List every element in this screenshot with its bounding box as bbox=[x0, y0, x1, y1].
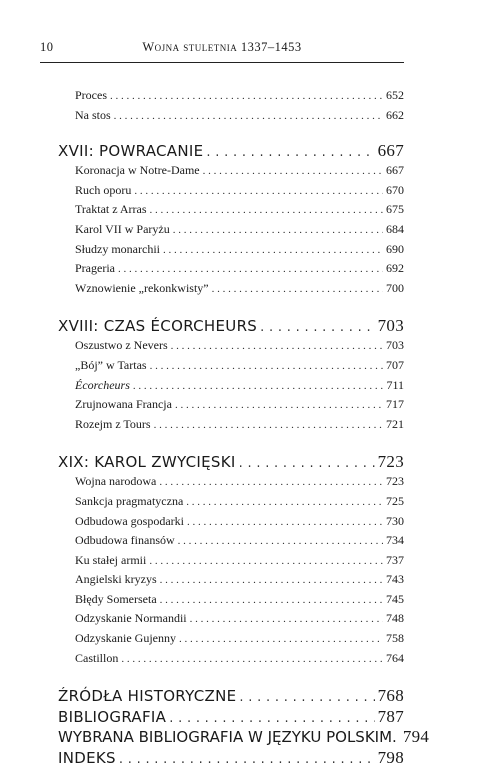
toc-chapter bbox=[58, 452, 404, 474]
toc-entry-page: 743 bbox=[386, 572, 404, 587]
table-of-contents bbox=[58, 88, 430, 768]
dot-leader bbox=[175, 399, 383, 411]
chapter-title: XIX: KAROL ZWYCIĘSKI bbox=[58, 453, 236, 472]
dot-leader bbox=[114, 110, 383, 122]
back-entry-page: 768 bbox=[377, 686, 404, 706]
toc-entry bbox=[58, 533, 404, 553]
toc-entry-label: Na stos bbox=[75, 107, 111, 122]
toc-entry-label: Odbudowa gospodarki bbox=[75, 513, 184, 528]
toc-entry-page: 758 bbox=[386, 631, 404, 646]
toc-entry-label: Angielski kryzys bbox=[75, 572, 157, 587]
toc-entry-page: 667 bbox=[386, 163, 404, 178]
dot-leader bbox=[179, 633, 383, 645]
dot-leader bbox=[118, 263, 383, 275]
dot-leader bbox=[119, 752, 375, 767]
dot-leader bbox=[239, 690, 374, 705]
dot-leader bbox=[163, 244, 383, 256]
toc-entry-page: 670 bbox=[386, 182, 404, 197]
toc-entry bbox=[58, 397, 404, 417]
toc-entry-label: Traktat z Arras bbox=[75, 202, 147, 217]
dot-leader bbox=[159, 476, 383, 488]
toc-entry-page: 764 bbox=[386, 650, 404, 665]
toc-entry-label: Koronacja w Notre-Dame bbox=[75, 163, 200, 178]
toc-chapter bbox=[58, 316, 404, 338]
dot-leader bbox=[203, 165, 383, 177]
back-entry-title: INDEKS bbox=[58, 748, 116, 767]
toc-entry-page: 675 bbox=[386, 202, 404, 217]
toc-entry-label: Rozejm z Tours bbox=[75, 416, 151, 431]
toc-entry-label: Odzyskanie Gujenny bbox=[75, 631, 176, 646]
toc-entry-label: Wznowienie „rekonkwisty” bbox=[75, 280, 209, 295]
toc-entry-label: Castillon bbox=[75, 650, 119, 665]
toc-entry-label: Oszustwo z Nevers bbox=[75, 338, 168, 353]
dot-leader bbox=[190, 613, 383, 625]
toc-entry-page: 734 bbox=[386, 533, 404, 548]
running-title: Wojna stuletnia 1337–1453 bbox=[142, 40, 302, 54]
header-rule bbox=[40, 62, 404, 63]
toc-entry-page: 745 bbox=[386, 591, 404, 606]
running-head bbox=[40, 40, 404, 60]
toc-entry-page: 684 bbox=[386, 221, 404, 236]
dot-leader bbox=[173, 224, 383, 236]
toc-entry bbox=[58, 553, 404, 573]
toc-entry-page: 748 bbox=[386, 611, 404, 626]
toc-chapter bbox=[58, 141, 404, 163]
toc-back-entry bbox=[58, 727, 430, 748]
toc-entry-label: Ruch oporu bbox=[75, 182, 132, 197]
dot-leader bbox=[169, 711, 374, 726]
dot-leader bbox=[160, 594, 383, 606]
toc-entry-page: 730 bbox=[386, 513, 404, 528]
dot-leader bbox=[171, 340, 383, 352]
toc-entry-page: 707 bbox=[386, 357, 404, 372]
dot-leader bbox=[154, 419, 383, 431]
toc-entry-page: 723 bbox=[386, 474, 404, 489]
toc-entry bbox=[58, 651, 404, 671]
back-entry-page: 794 bbox=[402, 727, 430, 747]
dot-leader bbox=[206, 145, 374, 160]
toc-entry bbox=[58, 202, 404, 222]
chapter-page: 703 bbox=[377, 316, 404, 336]
dot-leader bbox=[133, 380, 384, 392]
toc-entry bbox=[58, 592, 404, 612]
toc-entry-label: Błędy Somerseta bbox=[75, 591, 157, 606]
toc-entry bbox=[58, 417, 404, 437]
chapter-page: 667 bbox=[377, 141, 404, 161]
toc-entry-label: „Bój” w Tartas bbox=[75, 357, 147, 372]
toc-entry-page: 700 bbox=[386, 280, 404, 295]
toc-entry bbox=[58, 88, 404, 108]
dot-leader bbox=[187, 516, 383, 528]
toc-entry-label: Zrujnowana Francja bbox=[75, 397, 172, 412]
toc-entry-page: 662 bbox=[386, 107, 404, 122]
chapter-title: XVII: POWRACANIE bbox=[58, 142, 204, 161]
toc-back-entry bbox=[58, 748, 404, 768]
toc-entry bbox=[58, 358, 404, 378]
toc-entry-page: 717 bbox=[386, 397, 404, 412]
toc-entry bbox=[58, 242, 404, 262]
toc-entry-page: 711 bbox=[386, 377, 404, 392]
toc-entry-page: 721 bbox=[386, 416, 404, 431]
back-entry-page: 787 bbox=[377, 706, 404, 726]
toc-entry-label: Proces bbox=[75, 88, 107, 102]
back-entry-title: ŹRÓDŁA HISTORYCZNE bbox=[58, 687, 237, 706]
back-entry-title: WYBRANA BIBLIOGRAFIA W JĘZYKU POLSKIM. bbox=[58, 728, 397, 747]
toc-entry-page: 692 bbox=[386, 261, 404, 276]
dot-leader bbox=[239, 456, 375, 471]
back-entry-page: 798 bbox=[377, 747, 404, 767]
toc-entry-page: 703 bbox=[386, 338, 404, 353]
dot-leader bbox=[149, 555, 383, 567]
toc-entry-label: Odzyskanie Normandii bbox=[75, 611, 187, 626]
toc-entry bbox=[58, 494, 404, 514]
chapter-title: XVIII: CZAS ÉCORCHEURS bbox=[58, 317, 258, 336]
toc-entry bbox=[58, 108, 404, 128]
toc-entry-label: Odbudowa finansów bbox=[75, 533, 175, 548]
toc-entry-page: 725 bbox=[386, 493, 404, 508]
toc-entry-label: Karol VII w Paryżu bbox=[75, 221, 170, 236]
toc-entry-label: Słudzy monarchii bbox=[75, 241, 160, 256]
toc-entry-page: 652 bbox=[386, 88, 404, 102]
toc-entry-label: Wojna narodowa bbox=[75, 474, 157, 489]
page-number: 10 bbox=[40, 40, 54, 54]
toc-entry bbox=[58, 261, 404, 281]
back-entry-title: BIBLIOGRAFIA bbox=[58, 707, 167, 726]
toc-entry bbox=[58, 611, 404, 631]
toc-entry-page: 737 bbox=[386, 552, 404, 567]
dot-leader bbox=[150, 204, 383, 216]
toc-entry-page: 690 bbox=[386, 241, 404, 256]
dot-leader bbox=[150, 360, 383, 372]
dot-leader bbox=[178, 535, 383, 547]
dot-leader bbox=[134, 185, 383, 197]
toc-back-entry bbox=[58, 707, 404, 728]
toc-entry bbox=[58, 631, 404, 651]
toc-entry bbox=[58, 378, 404, 398]
chapter-page: 723 bbox=[377, 452, 404, 472]
toc-entry bbox=[58, 572, 404, 592]
dot-leader bbox=[121, 653, 383, 665]
toc-entry-label: Ku stałej armii bbox=[75, 552, 147, 567]
dot-leader bbox=[186, 496, 383, 508]
toc-back-entry bbox=[58, 686, 404, 707]
toc-entry bbox=[58, 163, 404, 183]
dot-leader bbox=[160, 574, 383, 586]
toc-entry-label: Écorcheurs bbox=[75, 377, 130, 392]
dot-leader bbox=[260, 320, 374, 335]
toc-entry bbox=[58, 222, 404, 242]
toc-entry bbox=[58, 514, 404, 534]
toc-entry bbox=[58, 474, 404, 494]
back-matter bbox=[58, 686, 430, 768]
toc-entry bbox=[58, 338, 404, 358]
toc-entry-label: Prageria bbox=[75, 261, 115, 276]
dot-leader bbox=[110, 90, 383, 102]
toc-entry bbox=[58, 183, 404, 203]
toc-entry-label: Sankcja pragmatyczna bbox=[75, 493, 184, 508]
toc-entry bbox=[58, 281, 404, 301]
dot-leader bbox=[212, 283, 383, 295]
